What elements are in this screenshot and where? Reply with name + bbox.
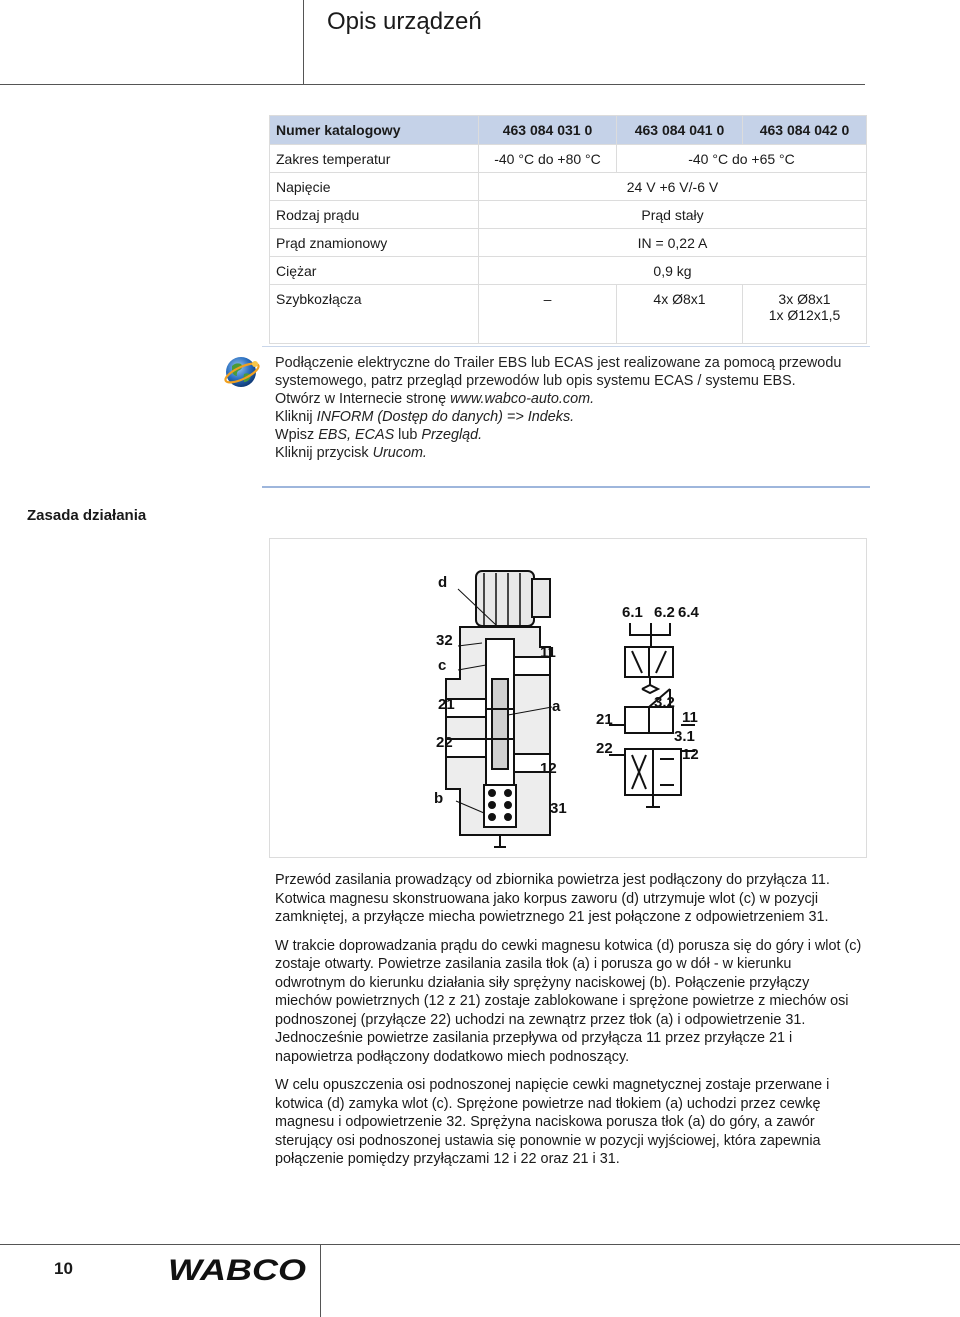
info-note-top-rule bbox=[262, 346, 870, 347]
info-text-span: Otwórz w Internecie stronę bbox=[275, 391, 451, 407]
info-text-span: Kliknij bbox=[275, 409, 317, 425]
label-sym-22: 22 bbox=[596, 740, 613, 757]
info-note-bottom-rule bbox=[262, 486, 870, 488]
table-cell: 4x Ø8x1 bbox=[617, 285, 743, 344]
footer-rule bbox=[0, 1244, 960, 1245]
label-sym-21: 21 bbox=[596, 711, 613, 728]
row-label: Ciężar bbox=[270, 257, 479, 285]
table-row bbox=[270, 201, 867, 229]
table-cell: – bbox=[479, 285, 617, 344]
table-cell: IN = 0,22 A bbox=[479, 229, 867, 257]
page-number: 10 bbox=[54, 1259, 73, 1278]
table-row bbox=[270, 173, 867, 201]
label-a: a bbox=[552, 698, 561, 715]
table-header-cell: 463 084 031 0 bbox=[479, 116, 617, 145]
table-cell: 24 V +6 V/-6 V bbox=[479, 173, 867, 201]
label-c: c bbox=[438, 657, 447, 674]
header-divider-vertical bbox=[303, 0, 304, 84]
label-6-2: 6.2 bbox=[654, 604, 675, 621]
row-label: Napięcie bbox=[270, 173, 479, 201]
info-text-span: Wpisz bbox=[275, 427, 319, 443]
logo-wordmark: WABCO bbox=[168, 1254, 306, 1284]
table-cell: 0,9 kg bbox=[479, 257, 867, 285]
section-label: Zasada działania bbox=[27, 507, 147, 524]
info-emphasis: Urucom. bbox=[372, 445, 427, 461]
table-cell bbox=[743, 285, 867, 344]
label-22: 22 bbox=[436, 734, 453, 751]
table-header-cell: 463 084 041 0 bbox=[617, 116, 743, 145]
row-label: Szybkozłącza bbox=[270, 285, 479, 344]
cell-line: 3x Ø8x1 bbox=[778, 291, 831, 307]
table-row bbox=[270, 285, 867, 344]
info-emphasis: Przegląd. bbox=[421, 427, 483, 443]
table-cell: Prąd stały bbox=[479, 201, 867, 229]
table-row bbox=[270, 229, 867, 257]
label-31: 31 bbox=[550, 800, 567, 817]
label-b: b bbox=[434, 790, 444, 807]
label-6-4: 6.4 bbox=[678, 604, 699, 621]
info-paragraph bbox=[275, 426, 865, 444]
website-link[interactable]: www.wabco-auto.com. bbox=[450, 391, 595, 407]
info-emphasis: EBS, ECAS bbox=[318, 427, 395, 443]
globe-icon bbox=[222, 352, 262, 392]
info-text bbox=[275, 354, 865, 462]
row-label: Prąd znamionowy bbox=[270, 229, 479, 257]
info-paragraph bbox=[275, 444, 865, 462]
label-sym-12: 12 bbox=[682, 746, 699, 763]
cell-line: 1x Ø12x1,5 bbox=[768, 307, 841, 323]
info-text-span: Kliknij przycisk bbox=[275, 445, 373, 461]
table-cell: -40 °C do +65 °C bbox=[617, 145, 867, 173]
valve-diagram bbox=[269, 538, 867, 858]
header-rule bbox=[0, 84, 865, 85]
body-paragraph: Przewód zasilania prowadzący od zbiornika powietrza jest podłączony do przyłącza 11. Kotwica magnesu skonstruowana jako korpus zaworu (d) utrzymuje wlot (c) w pozycji zamkniętej, a przyłącze miecha powietrznego 21 jest połączone z odpowietrzeniem 31. bbox=[275, 872, 830, 925]
label-6-1: 6.1 bbox=[622, 604, 643, 621]
label-3-2: 3.2 bbox=[654, 694, 675, 711]
footer-divider-vertical bbox=[320, 1244, 321, 1317]
spec-table bbox=[269, 115, 867, 344]
info-paragraph bbox=[275, 390, 865, 408]
body-paragraph: W trakcie doprowadzania prądu do cewki magnesu kotwica (d) porusza się do góry i wlot (c) zostaje otwarty. Powietrze zasilania zasila tłok (a) i porusza go w dół - w kierunku odwrotnym do kierunku działania siły sprężyny naciskowej (b). Połączenie przyłączy miechów powietrznych (12 z 21) zostaje zablokowane i sprężone powietrze z miechów osi podnoszonej (przyłącze 22) uchodzi na zewnątrz przez tłok (a) i odpowietrzenie 31. Jednocześnie powietrze zasilania przepływa od przyłącza 11 przez przyłącze 21 i napowietrza podłączony dodatkowo miech podnoszący. bbox=[275, 937, 862, 1065]
label-32: 32 bbox=[436, 632, 453, 649]
table-header-cell: 463 084 042 0 bbox=[743, 116, 867, 145]
body-text bbox=[275, 871, 865, 1179]
info-paragraph: Podłączenie elektryczne do Trailer EBS lub ECAS jest realizowane za pomocą przewodu systemowego, patrz przegląd przewodów lub opis systemu ECAS / systemu EBS. bbox=[275, 355, 842, 389]
table-row bbox=[270, 257, 867, 285]
table-row bbox=[270, 145, 867, 173]
row-label: Zakres temperatur bbox=[270, 145, 479, 173]
info-text-span: lub bbox=[394, 427, 422, 443]
table-header-cell: Numer katalogowy bbox=[270, 116, 479, 145]
label-sym-11: 11 bbox=[682, 709, 698, 726]
label-21: 21 bbox=[438, 696, 455, 713]
label-d: d bbox=[438, 574, 448, 591]
page-title: Opis urządzeń bbox=[327, 8, 482, 35]
info-paragraph bbox=[275, 408, 865, 426]
label-3-1: 3.1 bbox=[674, 728, 695, 745]
table-cell: -40 °C do +80 °C bbox=[479, 145, 617, 173]
wabco-logo bbox=[168, 1254, 308, 1284]
row-label: Rodzaj prądu bbox=[270, 201, 479, 229]
info-note bbox=[222, 346, 870, 488]
info-emphasis: INFORM (Dostęp do danych) => Indeks. bbox=[316, 409, 575, 425]
table-header-row bbox=[270, 116, 867, 145]
label-11: 11 bbox=[540, 644, 556, 661]
label-12: 12 bbox=[540, 760, 557, 777]
body-paragraph: W celu opuszczenia osi podnoszonej napięcie cewki magnetycznej zostaje przerwane i kotwica (d) zamyka wlot (c). Sprężone powietrze nad tłokiem (a) uchodzi przez cewkę magnesu i odpowietrzenie 32. Sprężyna naciskowa porusza tłok (a) do góry, a zawór sterujący osi podnoszonej ustawia się ponownie w pozycji wyjściowej, która zapewnia połączenie pomiędzy przyłączami 12 i 22 oraz 21 i 31. bbox=[275, 1077, 830, 1167]
